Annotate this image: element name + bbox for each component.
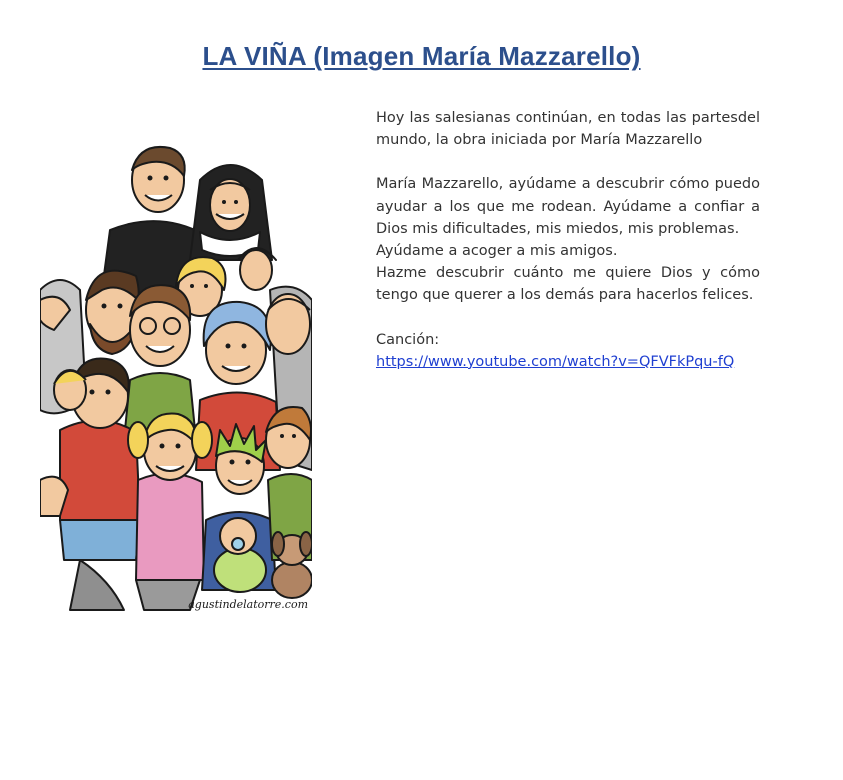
spacer bbox=[376, 151, 760, 173]
intro-paragraph: Hoy las salesianas continúan, en todas las partesdel mundo, la obra iniciada por María Mazzarello bbox=[376, 110, 760, 149]
group-illustration bbox=[40, 140, 312, 616]
illustrator-signature: agustindelatorre.com bbox=[188, 598, 308, 611]
song-link[interactable]: https://www.youtube.com/watch?v=QFVFkPqu-fQ bbox=[376, 353, 735, 370]
prayer-line: Ayúdame a acoger a mis amigos. bbox=[376, 243, 618, 260]
prayer-paragraph: María Mazzarello, ayúdame a descubrir cómo puedo ayudar a los que me rodean. Ayúdame a confiar a Dios mis dificultades, mis miedos, mis problemas. bbox=[376, 176, 760, 237]
prayer-line: Hazme descubrir cuánto me quiere Dios y cómo tengo que querer a los demás para hacerlos felices. bbox=[376, 265, 760, 304]
song-label: Canción: bbox=[376, 331, 440, 348]
text-column bbox=[376, 107, 760, 373]
spacer bbox=[376, 307, 760, 329]
page-title: LA VIÑA (Imagen María Mazzarello) bbox=[202, 41, 641, 72]
